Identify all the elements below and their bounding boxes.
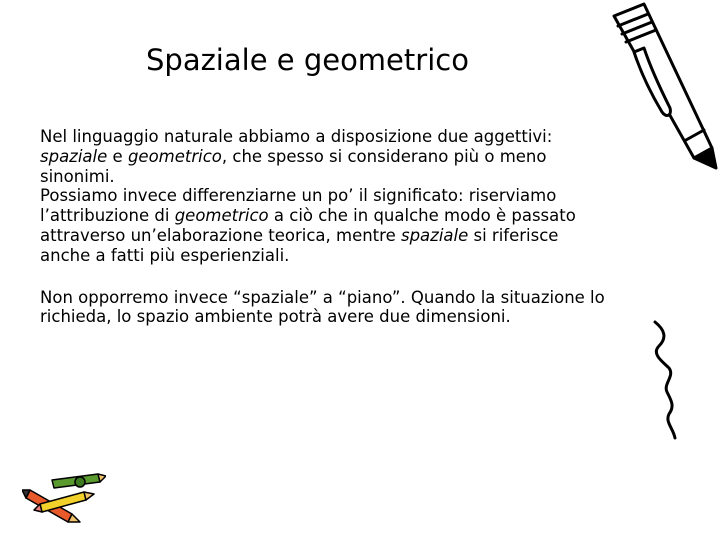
text-line: Nel linguaggio naturale abbiamo a disposizione due aggettivi: <box>40 127 553 146</box>
emphasis-spaziale: spaziale <box>40 146 108 166</box>
text-line: richieda, lo spazio ambiente potrà avere due dimensioni. <box>40 307 511 327</box>
text-span: e <box>107 146 128 166</box>
text-line: anche a fatti più esperienziali. <box>40 245 290 265</box>
emphasis-spaziale: spaziale <box>400 225 469 245</box>
text-line: Non opporremo invece “spaziale” a “piano”. Quando la situazione lo <box>40 287 605 307</box>
text-line <box>40 206 670 226</box>
paragraph-adjectives <box>40 127 670 266</box>
pen-clipart-icon <box>604 0 720 170</box>
text-span: , che spesso si considerano più o meno <box>221 146 547 166</box>
text-span: attraverso un’elaborazione teorica, mentre <box>40 225 401 245</box>
text-line: Possiamo invece differenziarne un po’ il significato: riserviamo <box>40 186 557 206</box>
pencils-clipart-icon <box>22 470 106 526</box>
text-span: si riferisce <box>468 225 559 245</box>
text-line <box>40 226 670 246</box>
slide-title: Spaziale e geometrico <box>146 43 469 77</box>
emphasis-geometrico: geometrico <box>127 146 222 166</box>
text-line: sinonimi. <box>40 166 115 186</box>
squiggle-line-icon <box>645 320 695 440</box>
text-span: a ciò che in qualche modo è passato <box>268 206 576 226</box>
text-line <box>40 147 670 167</box>
emphasis-geometrico: geometrico <box>174 206 269 226</box>
text-span: l’attribuzione di <box>40 206 175 226</box>
slide-body <box>40 127 670 327</box>
paragraph-spaziale-piano <box>40 288 670 328</box>
